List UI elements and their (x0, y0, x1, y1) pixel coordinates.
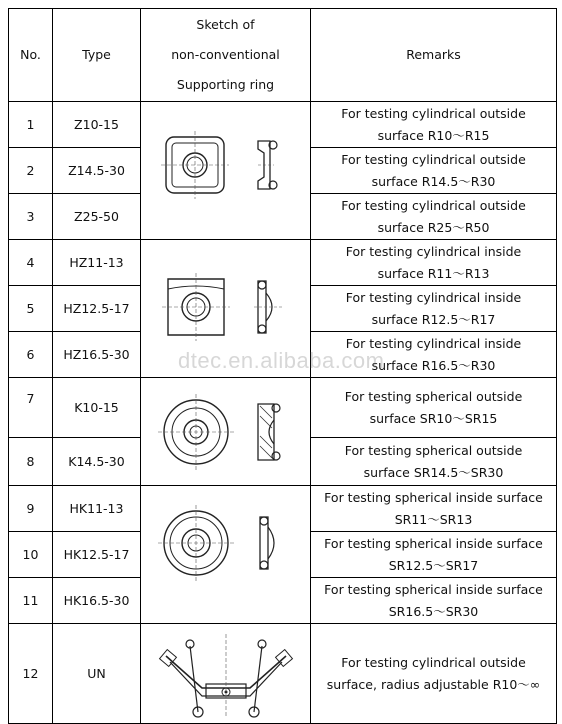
remark-line-2: surface SR14.5～SR30 (363, 464, 504, 480)
remark-line-1: For testing cylindrical inside (345, 335, 522, 351)
remark-line-1: For testing cylindrical inside (345, 243, 522, 259)
sketch-k-ring-image (141, 378, 311, 486)
remark-line-2: surface R10～R15 (377, 127, 490, 143)
remark-line-2: SR12.5～SR17 (388, 557, 479, 573)
remark-line-1: For testing spherical inside surface (324, 489, 543, 505)
remark-line-2: surface, radius adjustable R10～∞ (326, 676, 541, 692)
sketch-hz-ring-image (141, 240, 311, 378)
row-no: 9 (9, 486, 53, 532)
row-type: Z25-50 (53, 194, 141, 240)
remark-line-1: For testing spherical inside surface (324, 535, 543, 551)
row-remark (311, 332, 557, 378)
remark-line-1: For testing cylindrical outside (341, 105, 526, 121)
remark-line-2: surface SR10～SR15 (369, 410, 498, 426)
row-remark (311, 102, 557, 148)
remark-line-2: surface R16.5～R30 (371, 357, 496, 373)
row-remark (311, 578, 557, 624)
remark-line-2: surface R25～R50 (377, 219, 490, 235)
sketch-z-ring-image (141, 102, 311, 240)
header-sketch-line-2: non-conventional (171, 47, 280, 62)
remark-line-2: surface R11～R13 (377, 265, 490, 281)
remark-line-1: For testing cylindrical outside (341, 197, 526, 213)
table-row (9, 378, 557, 438)
row-remark (311, 438, 557, 486)
header-remarks: Remarks (311, 9, 557, 102)
row-no: 12 (9, 624, 53, 724)
row-no: 4 (9, 240, 53, 286)
watermark: dtec.en.alibaba.com (178, 348, 385, 373)
remark-line-2: SR11～SR13 (394, 511, 473, 527)
header-no: No. (9, 9, 53, 102)
row-type: K14.5-30 (53, 438, 141, 486)
row-no: 8 (9, 438, 53, 486)
row-remark (311, 240, 557, 286)
header-row (9, 9, 557, 102)
row-type: HZ11-13 (53, 240, 141, 286)
header-type: Type (53, 9, 141, 102)
sketch-hk-ring-image (141, 486, 311, 624)
remark-line-2: surface R12.5～R17 (371, 311, 496, 327)
row-remark (311, 194, 557, 240)
remark-line-1: For testing cylindrical outside (341, 654, 526, 670)
row-remark (311, 378, 557, 438)
row-no: 1 (9, 102, 53, 148)
table-row (9, 624, 557, 724)
row-type: UN (53, 624, 141, 724)
row-remark (311, 532, 557, 578)
row-no: 6 (9, 332, 53, 378)
supporting-ring-table (8, 8, 557, 724)
row-type: HZ16.5-30 (53, 332, 141, 378)
row-type: K10-15 (53, 378, 141, 438)
remark-line-1: For testing spherical inside surface (324, 581, 543, 597)
row-no: 7 (9, 378, 53, 438)
table-row (9, 240, 557, 286)
table-row (9, 102, 557, 148)
header-sketch (141, 9, 311, 102)
header-sketch-line-3: Supporting ring (176, 77, 275, 92)
remark-line-2: surface R14.5～R30 (371, 173, 496, 189)
row-type: HZ12.5-17 (53, 286, 141, 332)
row-remark (311, 286, 557, 332)
row-type: HK11-13 (53, 486, 141, 532)
remark-line-2: SR16.5～SR30 (388, 603, 479, 619)
row-remark (311, 624, 557, 724)
remark-line-1: For testing spherical outside (344, 388, 523, 404)
row-no: 3 (9, 194, 53, 240)
row-type: HK12.5-17 (53, 532, 141, 578)
table-row (9, 486, 557, 532)
row-type: Z10-15 (53, 102, 141, 148)
row-remark (311, 486, 557, 532)
remark-line-1: For testing spherical outside (344, 442, 523, 458)
row-type: Z14.5-30 (53, 148, 141, 194)
remark-line-1: For testing cylindrical outside (341, 151, 526, 167)
row-no: 2 (9, 148, 53, 194)
row-type: HK16.5-30 (53, 578, 141, 624)
row-no: 11 (9, 578, 53, 624)
row-remark (311, 148, 557, 194)
sketch-un-adjustable-image (141, 624, 311, 724)
header-sketch-line-1: Sketch of (196, 17, 255, 32)
remark-line-1: For testing cylindrical inside (345, 289, 522, 305)
row-no: 5 (9, 286, 53, 332)
row-no: 10 (9, 532, 53, 578)
